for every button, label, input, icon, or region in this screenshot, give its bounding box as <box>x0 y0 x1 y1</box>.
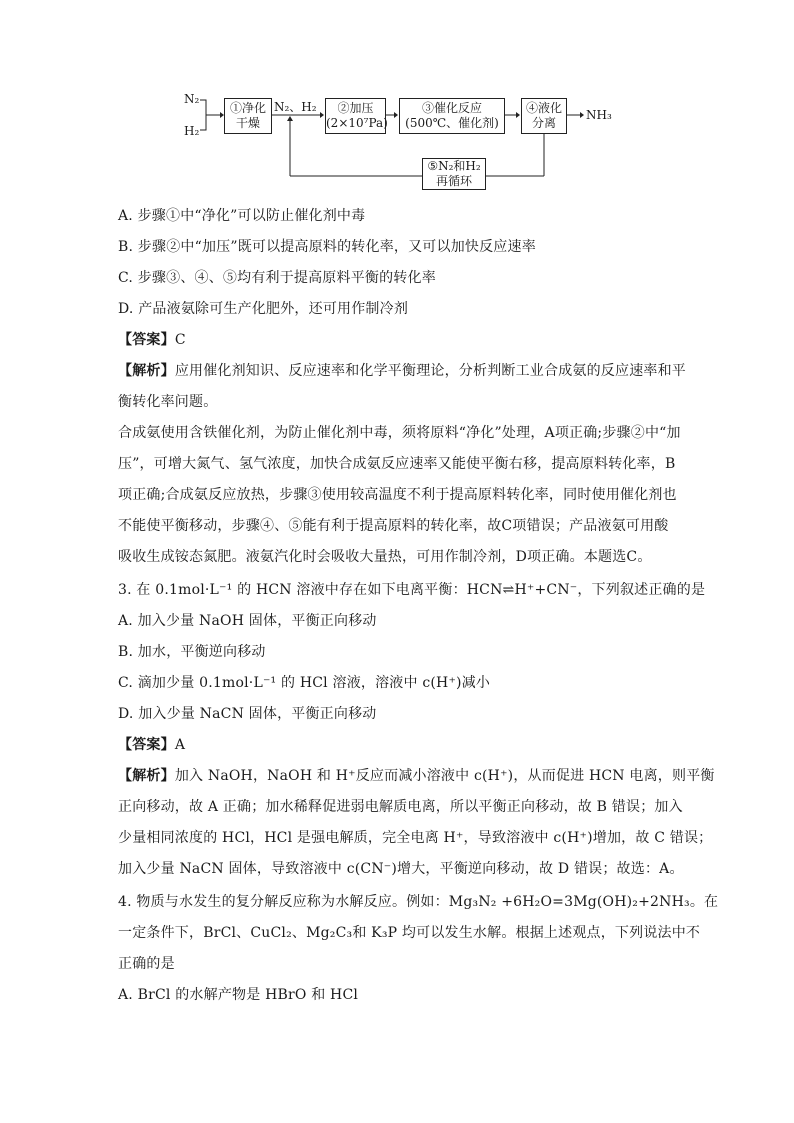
step2-line1: ②加压 <box>337 101 374 115</box>
step1-line2: 干燥 <box>235 116 260 130</box>
q3-analysis-tag: 【解析】 <box>118 768 175 784</box>
q2-analysis-line-3: 合成氨使用含铁催化剂，为防止催化剂中毒，须将原料“净化”处理，A项正确;步骤②中“加 <box>118 425 681 441</box>
q2-answer-tag: 【答案】 <box>118 332 175 348</box>
product-nh3-label: NH₃ <box>586 108 612 122</box>
q3-answer-tag: 【答案】 <box>118 737 175 753</box>
q3-answer <box>118 735 185 755</box>
step4-line2: 分离 <box>531 116 556 130</box>
step3-line2: (500℃、催化剂) <box>405 116 499 130</box>
q2-answer-value: C <box>174 332 186 348</box>
q2-answer <box>118 330 186 350</box>
q3-option-b: B. 加水，平衡逆向移动 <box>118 644 266 660</box>
ammonia-synthesis-flow-diagram <box>170 88 630 188</box>
step5-line2: 再循环 <box>435 174 472 188</box>
q2-option-a: A. 步骤①中“净化”可以防止催化剂中毒 <box>118 208 366 224</box>
q2-option-d: D. 产品液氨除可生产化肥外，还可用作制冷剂 <box>118 301 409 317</box>
q3-analysis-line-2: 正向移动，故 A 正确；加水稀释促进弱电解质电离，所以平衡正向移动，故 B 错误；加入 <box>118 799 683 815</box>
q3-analysis-line-4: 加入少量 NaCN 固体，导致溶液中 c(CN⁻)增大，平衡逆向移动，故 D 错误；故选：A。 <box>118 861 684 877</box>
q4-stem-line-3: 正确的是 <box>118 956 175 972</box>
q2-analysis-line-7: 吸收生成铵态氮肥。液氨汽化时会吸收大量热，可用作制冷剂，D项正确。本题选C。 <box>118 549 652 565</box>
q3-option-a: A. 加入少量 NaOH 固体，平衡正向移动 <box>118 613 377 629</box>
q3-analysis-text-1: 加入 NaOH，NaOH 和 H⁺反应而减小溶液中 c(H⁺)，从而促进 HCN 电离，则平衡 <box>174 768 715 784</box>
q3-analysis-line-1 <box>118 766 715 786</box>
q3-stem: 3. 在 0.1mol·L⁻¹ 的 HCN 溶液中存在如下电离平衡：HCN⇌H⁺+CN⁻，下列叙述正确的是 <box>118 582 706 598</box>
input-n2-label: N₂ <box>184 92 200 106</box>
q2-option-b: B. 步骤②中“加压”既可以提高原料的转化率，又可以加快反应速率 <box>118 239 536 255</box>
q4-option-a: A. BrCl 的水解产物是 HBrO 和 HCl <box>118 987 359 1003</box>
input-h2-label: H₂ <box>184 124 200 138</box>
step1-line1: ①净化 <box>229 101 266 115</box>
step2-line2: (2×10⁷Pa) <box>326 116 388 130</box>
q2-analysis-line-2: 衡转化率问题。 <box>118 394 218 410</box>
q4-stem-line-1: 4. 物质与水发生的复分解反应称为水解反应。例如：Mg₃N₂ +6H₂O=3Mg(OH)₂+2NH₃。在 <box>118 894 719 910</box>
q2-analysis-line-1 <box>118 361 686 381</box>
step3-line1: ③催化反应 <box>421 101 482 115</box>
step5-recycle-box <box>422 158 486 190</box>
step1-purify-dry-box <box>224 98 272 134</box>
step5-line1: ⑤N₂和H₂ <box>427 159 481 173</box>
q2-analysis-line-6: 不能使平衡移动，步骤④、⑤能有利于提高原料的转化率，故C项错误；产品液氨可用酸 <box>118 518 669 534</box>
q2-analysis-line-4: 压”，可增大氮气、氢气浓度，加快合成氨反应速率又能使平衡右移，提高原料转化率，B <box>118 456 676 472</box>
q2-option-c: C. 步骤③、④、⑤均有利于提高原料平衡的转化率 <box>118 270 436 286</box>
q2-analysis-text-1: 应用催化剂知识、反应速率和化学平衡理论，分析判断工业合成氨的反应速率和平 <box>174 363 687 379</box>
q3-option-d: D. 加入少量 NaCN 固体，平衡正向移动 <box>118 706 377 722</box>
q3-analysis-line-3: 少量相同浓度的 HCl，HCl 是强电解质，完全电离 H⁺，导致溶液中 c(H⁺)增加，故 C 错误； <box>118 830 713 846</box>
step2-pressurize-box <box>325 98 386 134</box>
q4-stem-line-2: 一定条件下，BrCl、CuCl₂、Mg₂C₃和 K₃P 均可以发生水解。根据上述观点，下列说法中不 <box>118 925 701 941</box>
q3-answer-value: A <box>174 737 186 753</box>
q2-analysis-tag: 【解析】 <box>118 363 175 379</box>
q3-option-c: C. 滴加少量 0.1mol·L⁻¹ 的 HCl 溶液，溶液中 c(H⁺)减小 <box>118 675 491 691</box>
step3-catalytic-reaction-box <box>399 98 505 134</box>
step4-liquefy-separate-box <box>521 98 567 134</box>
mid-gas-label: N₂、H₂ <box>274 100 317 114</box>
step4-line1: ④液化 <box>525 101 562 115</box>
q2-analysis-line-5: 项正确;合成氨反应放热，步骤③使用较高温度不利于提高原料转化率，同时使用催化剂也 <box>118 487 677 503</box>
